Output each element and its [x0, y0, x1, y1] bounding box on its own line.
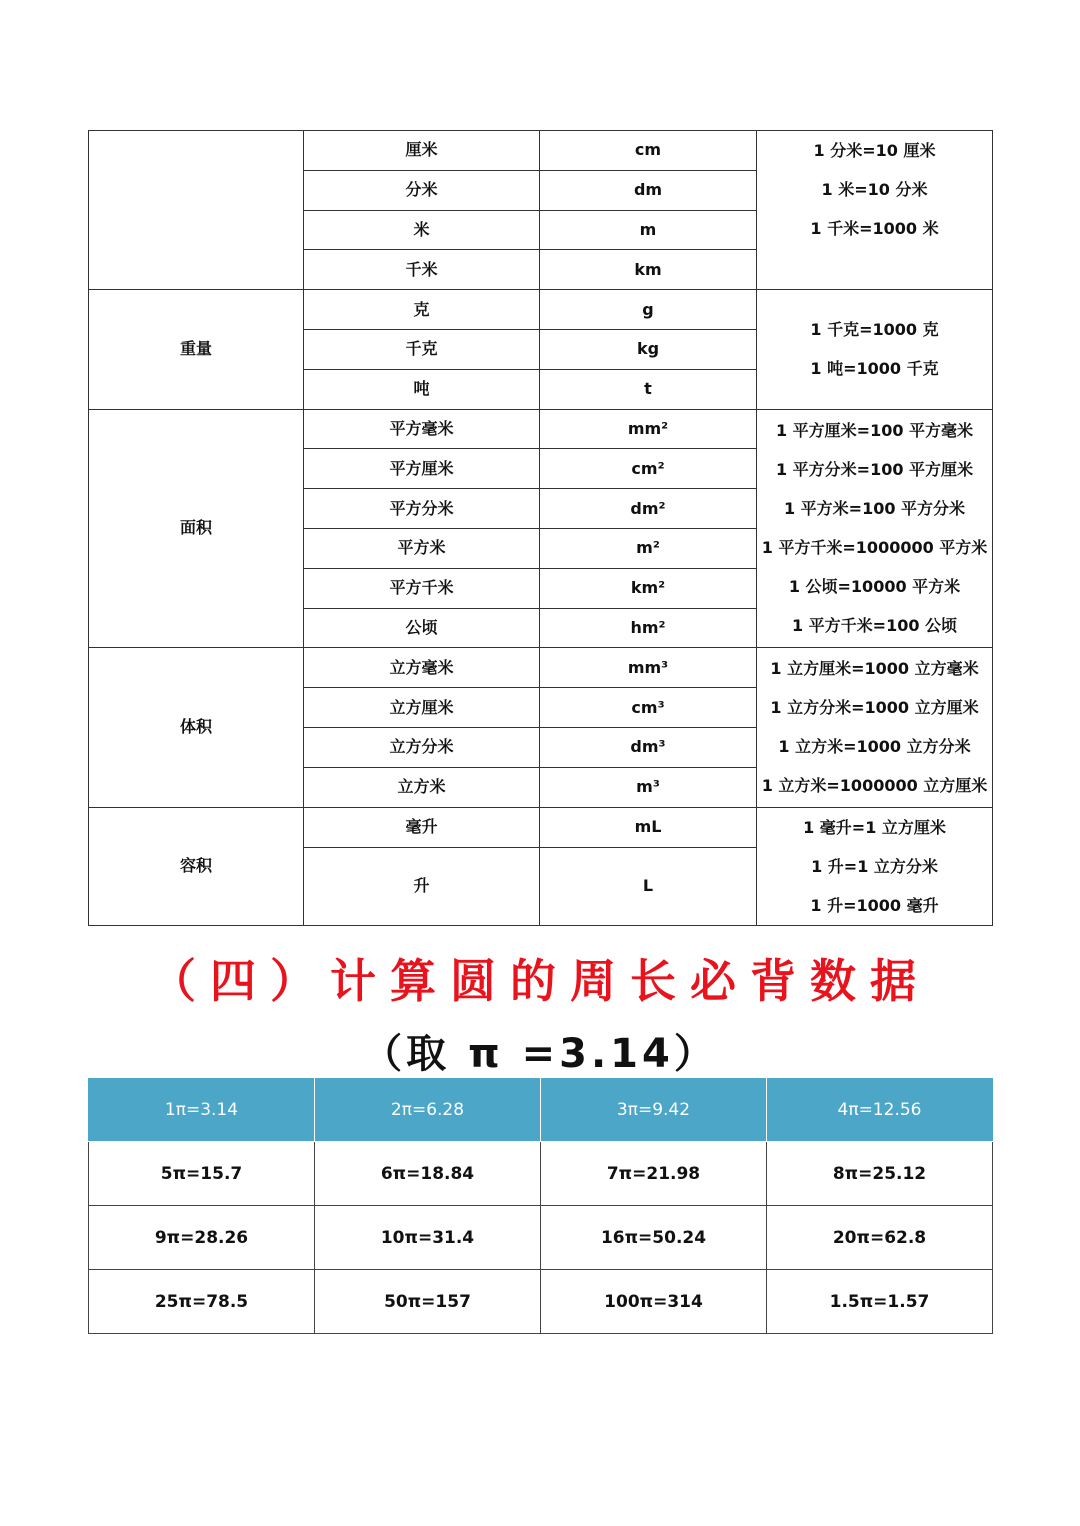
unit-symbol: kg [540, 329, 757, 369]
unit-name: 立方厘米 [304, 688, 540, 728]
unit-conversion-table [88, 130, 993, 926]
unit-symbol: dm² [540, 489, 757, 529]
unit-symbol: dm [540, 170, 757, 210]
unit-symbol: km [540, 250, 757, 290]
table-cell: 25π=78.5 [89, 1270, 315, 1334]
table-cell: 7π=21.98 [541, 1142, 767, 1206]
category-volume: 体积 [89, 648, 304, 807]
unit-symbol: hm² [540, 608, 757, 648]
table-row [89, 409, 993, 449]
table-cell: 6π=18.84 [315, 1142, 541, 1206]
table-row [89, 1270, 993, 1334]
unit-name: 立方毫米 [304, 648, 540, 688]
table-row [89, 1206, 993, 1270]
table-header-row [89, 1078, 993, 1142]
unit-name: 米 [304, 210, 540, 250]
unit-symbol: cm³ [540, 688, 757, 728]
conversion-cell [757, 409, 993, 648]
unit-symbol: g [540, 290, 757, 330]
unit-name: 吨 [304, 369, 540, 409]
header-cell: 4π=12.56 [767, 1078, 993, 1142]
pi-multiples-table [88, 1078, 993, 1334]
unit-symbol: mm³ [540, 648, 757, 688]
unit-name: 平方千米 [304, 568, 540, 608]
category-weight: 重量 [89, 290, 304, 409]
table-cell: 10π=31.4 [315, 1206, 541, 1270]
conversion-text: 1 千米=1000 米 [810, 219, 939, 238]
category-length [89, 131, 304, 290]
conversion-text: 1 平方米=100 平方分米 [783, 499, 966, 519]
table-row [89, 290, 993, 330]
unit-name: 克 [304, 290, 540, 330]
conversion-text: 1 毫升=1 立方厘米 [803, 817, 946, 837]
conversion-text: 1 平方千米=1000000 平方米 [761, 538, 988, 558]
table-cell: 5π=15.7 [89, 1142, 315, 1206]
unit-symbol: mL [540, 807, 757, 847]
section-subtitle: （取 π =3.14） [362, 1031, 718, 1077]
conversion-text: 1 立方分米=1000 立方厘米 [770, 698, 979, 718]
unit-symbol: m³ [540, 767, 757, 807]
table-row [89, 131, 993, 171]
table-cell: 16π=50.24 [541, 1206, 767, 1270]
table-cell: 100π=314 [541, 1270, 767, 1334]
conversion-text: 1 立方米=1000 立方分米 [778, 737, 971, 757]
unit-symbol: m [540, 210, 757, 250]
unit-name: 平方分米 [304, 489, 540, 529]
category-capacity: 容积 [89, 807, 304, 925]
conversion-text: 1 升=1000 毫升 [810, 895, 939, 915]
conversion-cell [757, 648, 993, 807]
unit-symbol: L [540, 847, 757, 925]
conversion-text: 1 升=1 立方分米 [811, 856, 938, 876]
unit-name: 升 [304, 847, 540, 925]
unit-name: 千米 [304, 250, 540, 290]
unit-symbol: mm² [540, 409, 757, 449]
unit-symbol: cm² [540, 449, 757, 489]
conversion-text: 1 平方厘米=100 平方毫米 [775, 421, 974, 441]
unit-name: 立方分米 [304, 727, 540, 767]
table-cell: 1.5π=1.57 [767, 1270, 993, 1334]
unit-name: 毫升 [304, 807, 540, 847]
unit-name: 平方米 [304, 528, 540, 568]
conversion-text: 1 米=10 分米 [821, 180, 928, 199]
header-cell: 2π=6.28 [315, 1078, 541, 1142]
table-row [89, 1142, 993, 1206]
unit-name: 千克 [304, 329, 540, 369]
unit-name: 立方米 [304, 767, 540, 807]
conversion-cell [757, 807, 993, 925]
header-cell: 3π=9.42 [541, 1078, 767, 1142]
table-cell: 50π=157 [315, 1270, 541, 1334]
unit-name: 分米 [304, 170, 540, 210]
conversion-text: 1 分米=10 厘米 [813, 141, 936, 160]
unit-symbol: cm [540, 131, 757, 171]
conversion-text: 1 平方分米=100 平方厘米 [775, 460, 974, 480]
table-cell: 9π=28.26 [89, 1206, 315, 1270]
unit-name: 平方毫米 [304, 409, 540, 449]
unit-symbol: dm³ [540, 727, 757, 767]
conversion-text: 1 立方厘米=1000 立方毫米 [770, 659, 979, 679]
table-cell: 8π=25.12 [767, 1142, 993, 1206]
table-row [89, 648, 993, 688]
conversion-text: 1 平方千米=100 公顷 [791, 616, 958, 636]
conversion-text: 1 公顷=10000 平方米 [788, 577, 961, 597]
conversion-text: 1 立方米=1000000 立方厘米 [761, 776, 988, 796]
unit-name: 平方厘米 [304, 449, 540, 489]
header-cell: 1π=3.14 [89, 1078, 315, 1142]
conversion-cell [757, 131, 993, 290]
conversion-text: 1 千克=1000 克 [810, 320, 939, 340]
category-area: 面积 [89, 409, 304, 648]
table-cell: 20π=62.8 [767, 1206, 993, 1270]
unit-symbol: m² [540, 528, 757, 568]
unit-name: 公顷 [304, 608, 540, 648]
conversion-text: 1 吨=1000 千克 [810, 359, 939, 379]
unit-symbol: km² [540, 568, 757, 608]
table-row [89, 807, 993, 847]
section-title: （四）计算圆的周长必背数据 [150, 954, 930, 1008]
conversion-cell [757, 290, 993, 409]
unit-name: 厘米 [304, 131, 540, 171]
unit-symbol: t [540, 369, 757, 409]
